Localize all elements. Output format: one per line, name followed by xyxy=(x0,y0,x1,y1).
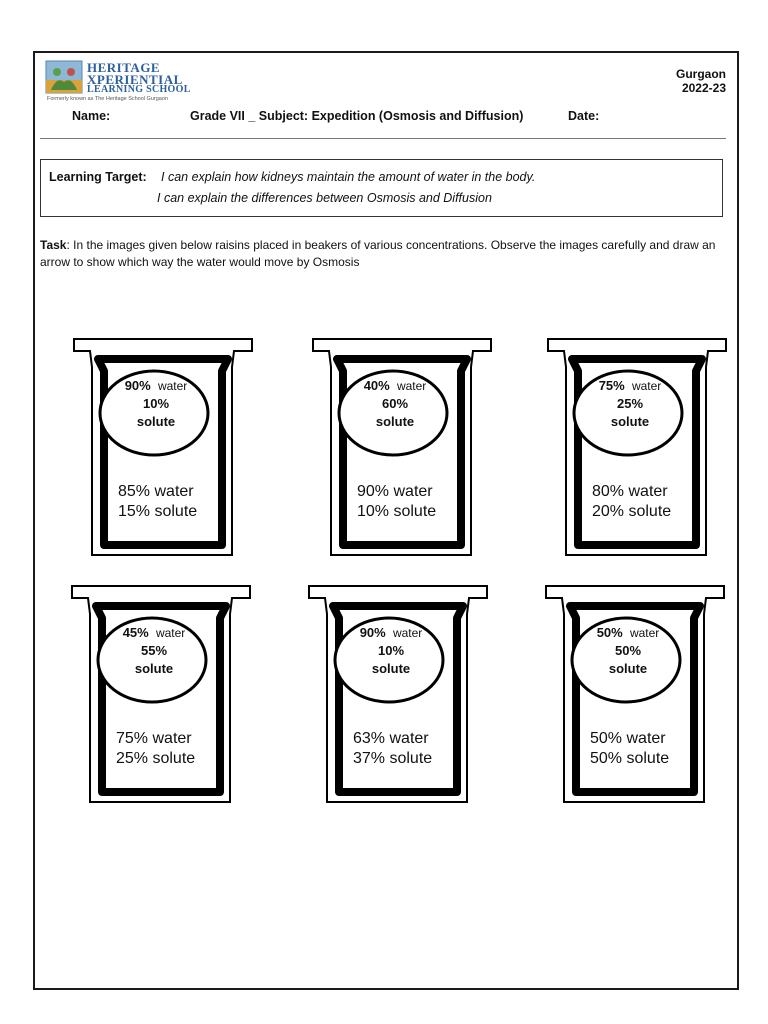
raisin-water-label: water xyxy=(629,626,660,640)
beaker-water-label: water xyxy=(389,730,429,747)
school-location xyxy=(676,67,726,95)
beaker-water-pct: 63% xyxy=(353,730,386,747)
raisin-water-pct: 40% xyxy=(363,378,390,393)
raisin-solute-pct: 10% xyxy=(377,643,405,658)
beaker xyxy=(70,584,252,804)
raisin-solute-pct: 55% xyxy=(140,643,168,658)
beaker-outline-icon xyxy=(311,337,493,559)
raisin-concentration xyxy=(573,624,683,678)
raisin-water-label: water xyxy=(631,379,662,393)
beaker-outline-icon xyxy=(544,584,726,806)
beaker xyxy=(311,337,493,557)
raisin-solute-pct: 50% xyxy=(614,643,642,658)
beaker-solution xyxy=(116,729,195,769)
logo-line-3: LEARNING SCHOOL xyxy=(87,84,191,95)
beaker xyxy=(546,337,728,557)
raisin-water-pct: 45% xyxy=(122,625,149,640)
raisin-solute-label: solute xyxy=(371,661,411,676)
beaker-water-pct: 90% xyxy=(357,483,390,500)
beaker-solution xyxy=(592,482,671,522)
raisin-concentration xyxy=(575,377,685,431)
task-label: Task xyxy=(40,238,67,252)
beaker xyxy=(307,584,489,804)
school-logo xyxy=(45,60,205,105)
raisin-concentration xyxy=(336,624,446,678)
raisin-water-pct: 90% xyxy=(124,378,151,393)
beaker-solute: 50% solute xyxy=(590,750,670,767)
name-label: Name: xyxy=(72,109,111,123)
beaker-outline-icon xyxy=(307,584,489,806)
logo-subtitle: Formerly known as The Heritage School Gurgaon xyxy=(47,96,168,102)
beaker-outline-icon xyxy=(546,337,728,559)
task-text: : In the images given below raisins placed in beakers of various concentrations. Observe the images carefully and draw an arrow to show which way the water would move by Osmosis xyxy=(40,238,716,269)
beaker-water-label: water xyxy=(393,483,433,500)
header-divider xyxy=(40,138,726,139)
learning-target-line-2: I can explain the differences between Osmosis and Diffusion xyxy=(157,191,492,205)
beaker-water-pct: 50% xyxy=(590,730,623,747)
beaker xyxy=(72,337,254,557)
beaker-solution xyxy=(590,729,669,769)
raisin-solute-label: solute xyxy=(608,661,648,676)
raisin-solute-label: solute xyxy=(134,661,174,676)
raisin-concentration xyxy=(99,624,209,678)
academic-year: 2022-23 xyxy=(681,81,726,95)
beaker-solute: 20% solute xyxy=(592,503,672,520)
raisin-solute-pct: 60% xyxy=(381,396,409,411)
logo-emblem-icon xyxy=(45,60,83,94)
raisin-water-label: water xyxy=(157,379,188,393)
grade-subject: Grade VII _ Subject: Expedition (Osmosis and Diffusion) xyxy=(190,109,524,123)
beaker-water-label: water xyxy=(628,483,668,500)
raisin-solute-pct: 10% xyxy=(142,396,170,411)
beaker-solute: 15% solute xyxy=(118,503,198,520)
logo-line-1: HERITAGE xyxy=(87,60,161,75)
raisin-water-pct: 50% xyxy=(596,625,623,640)
beaker-water-label: water xyxy=(154,483,194,500)
raisin-water-label: water xyxy=(396,379,427,393)
beaker-solute: 37% solute xyxy=(353,750,433,767)
beaker-outline-icon xyxy=(72,337,254,559)
task-instructions xyxy=(40,237,730,271)
raisin-solute-label: solute xyxy=(375,414,415,429)
raisin-water-label: water xyxy=(392,626,423,640)
beaker-water-pct: 85% xyxy=(118,483,151,500)
raisin-solute-label: solute xyxy=(610,414,650,429)
raisin-concentration xyxy=(101,377,211,431)
raisin-water-pct: 90% xyxy=(359,625,386,640)
logo-line-2: XPERIENTIAL xyxy=(87,72,183,87)
beaker-solution xyxy=(357,482,436,522)
beaker-water-label: water xyxy=(152,730,192,747)
beaker-outline-icon xyxy=(70,584,252,806)
raisin-solute-pct: 25% xyxy=(616,396,644,411)
beaker-solution xyxy=(353,729,432,769)
learning-target-label: Learning Target: xyxy=(49,170,147,184)
raisin-solute-label: solute xyxy=(136,414,176,429)
date-label: Date: xyxy=(568,109,600,123)
beaker-water-pct: 80% xyxy=(592,483,625,500)
learning-target-line-1: I can explain how kidneys maintain the amount of water in the body. xyxy=(161,170,536,184)
beaker-solute: 25% solute xyxy=(116,750,196,767)
raisin-water-label: water xyxy=(155,626,186,640)
raisin-water-pct: 75% xyxy=(598,378,625,393)
beaker-solute: 10% solute xyxy=(357,503,437,520)
beaker-water-pct: 75% xyxy=(116,730,149,747)
raisin-concentration xyxy=(340,377,450,431)
beaker-solution xyxy=(118,482,197,522)
beaker xyxy=(544,584,726,804)
learning-target-box xyxy=(40,159,723,217)
beaker-water-label: water xyxy=(626,730,666,747)
city-name: Gurgaon xyxy=(676,67,726,81)
